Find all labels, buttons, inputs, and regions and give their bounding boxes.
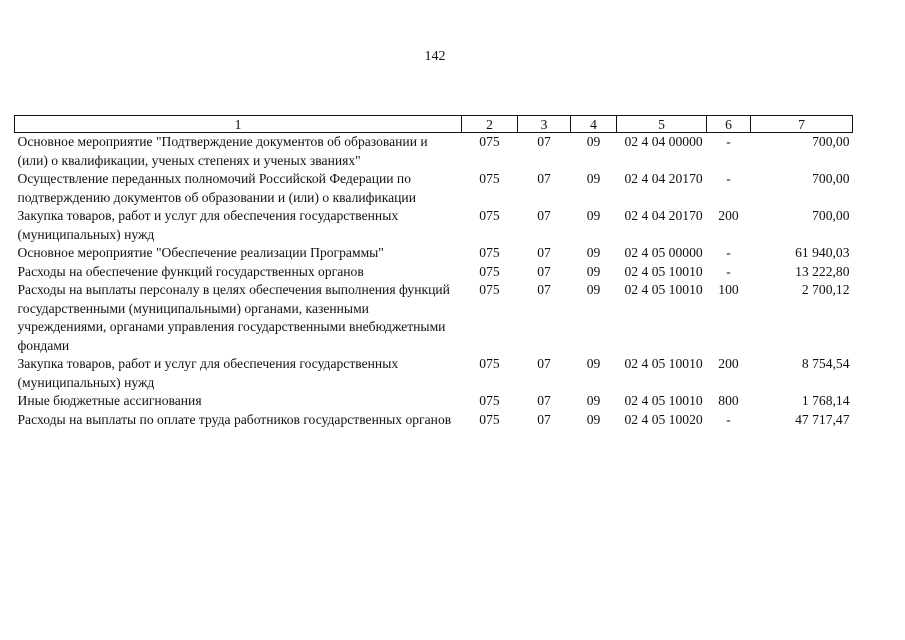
row-col4-cell: 09: [586, 263, 601, 279]
row-col5-cell: 02 4 05 10010: [624, 393, 703, 408]
column-header-5: 5: [617, 116, 707, 133]
row-col5-cell: 02 4 04 20170: [624, 171, 703, 186]
row-amount-cell: 700,00: [812, 208, 850, 223]
row-col2-cell: 075: [479, 411, 500, 427]
row-col2-cell: 075: [479, 245, 500, 260]
row-col2-cell: 075: [479, 171, 500, 186]
row-col5-cell: 02 4 05 00000: [624, 245, 703, 260]
row-col3-cell: 07: [537, 411, 551, 427]
row-col5-cell: 02 4 04 00000: [624, 134, 703, 149]
column-header-1: 1: [15, 116, 462, 133]
budget-table: [14, 115, 853, 429]
row-amount-cell: 47 717,47: [795, 411, 850, 427]
table-row: [15, 355, 853, 392]
row-name-cell: Расходы на выплаты по оплате труда работников государственных органов: [17, 411, 452, 427]
row-name-cell: Основное мероприятие "Обеспечение реализации Программы": [17, 245, 384, 260]
column-header-4: 4: [571, 116, 617, 133]
table-row: [15, 170, 853, 207]
row-name-cell: Расходы на обеспечение функций государственных органов: [17, 263, 364, 279]
row-name-cell: Закупка товаров, работ и услуг для обеспечения государственных (муниципальных) нужд: [17, 208, 399, 242]
row-col2-cell: 075: [479, 134, 500, 149]
row-col3-cell: 07: [537, 208, 551, 223]
page-number: 142: [424, 49, 446, 64]
row-col5-cell: 02 4 05 10010: [624, 263, 703, 279]
row-col4-cell: 09: [586, 171, 601, 186]
table-row: [15, 392, 853, 411]
row-amount-cell: 1 768,14: [801, 393, 850, 408]
row-col2-cell: 075: [479, 263, 500, 279]
row-col6-cell: -: [726, 171, 731, 186]
row-col6-cell: -: [726, 134, 731, 149]
row-col5-cell: 02 4 05 10020: [624, 411, 703, 427]
row-name-cell: Осуществление переданных полномочий Российской Федерации по подтверждению документов об образовании и (или) о квалификации: [17, 171, 416, 205]
row-col3-cell: 07: [537, 393, 551, 408]
row-col4-cell: 09: [586, 245, 601, 260]
row-amount-cell: 700,00: [812, 171, 850, 186]
row-col3-cell: 07: [537, 134, 551, 149]
row-col6-cell: -: [726, 411, 731, 427]
row-col6-cell: 100: [718, 282, 739, 297]
row-name-cell: Закупка товаров, работ и услуг для обеспечения государственных (муниципальных) нужд: [17, 356, 399, 390]
row-amount-cell: 8 754,54: [801, 356, 850, 371]
table-row: [15, 411, 853, 430]
row-amount-cell: 2 700,12: [801, 282, 850, 297]
row-col2-cell: 075: [479, 208, 500, 223]
row-name-cell: Иные бюджетные ассигнования: [17, 393, 202, 408]
column-header-7: 7: [751, 116, 853, 133]
row-amount-cell: 13 222,80: [795, 263, 850, 279]
row-col3-cell: 07: [537, 263, 551, 279]
row-amount-cell: 61 940,03: [795, 245, 850, 260]
table-header-row: [15, 116, 853, 133]
row-col3-cell: 07: [537, 245, 551, 260]
row-col5-cell: 02 4 05 10010: [624, 282, 703, 297]
row-col6-cell: 800: [718, 393, 739, 408]
table-row: [15, 133, 853, 171]
column-header-6: 6: [707, 116, 751, 133]
row-col4-cell: 09: [586, 411, 601, 427]
row-col2-cell: 075: [479, 356, 500, 371]
row-col5-cell: 02 4 05 10010: [624, 356, 703, 371]
row-col4-cell: 09: [586, 282, 601, 297]
row-col6-cell: 200: [718, 208, 739, 223]
row-col2-cell: 075: [479, 393, 500, 408]
row-col2-cell: 075: [479, 282, 500, 297]
row-col6-cell: 200: [718, 356, 739, 371]
row-name-cell: Основное мероприятие "Подтверждение документов об образовании и (или) о квалификации, ученых степенях и ученых званиях": [17, 134, 428, 168]
column-header-3: 3: [518, 116, 571, 133]
row-amount-cell: 700,00: [812, 134, 850, 149]
row-col5-cell: 02 4 04 20170: [624, 208, 703, 223]
row-col3-cell: 07: [537, 282, 551, 297]
column-header-2: 2: [462, 116, 518, 133]
row-col4-cell: 09: [586, 356, 601, 371]
row-col6-cell: -: [726, 263, 731, 279]
row-name-cell: Расходы на выплаты персоналу в целях обеспечения выполнения функций государственными (муниципальными) органами, казенными учреждениями, органами управления государственными внебюджетными фондами: [17, 282, 450, 353]
table-row: [15, 281, 853, 355]
table-row: [15, 244, 853, 263]
row-col4-cell: 09: [586, 393, 601, 408]
row-col3-cell: 07: [537, 171, 551, 186]
row-col3-cell: 07: [537, 356, 551, 371]
table-row: [15, 263, 853, 282]
row-col4-cell: 09: [586, 208, 601, 223]
row-col6-cell: -: [726, 245, 731, 260]
table-row: [15, 207, 853, 244]
row-col4-cell: 09: [586, 134, 601, 149]
